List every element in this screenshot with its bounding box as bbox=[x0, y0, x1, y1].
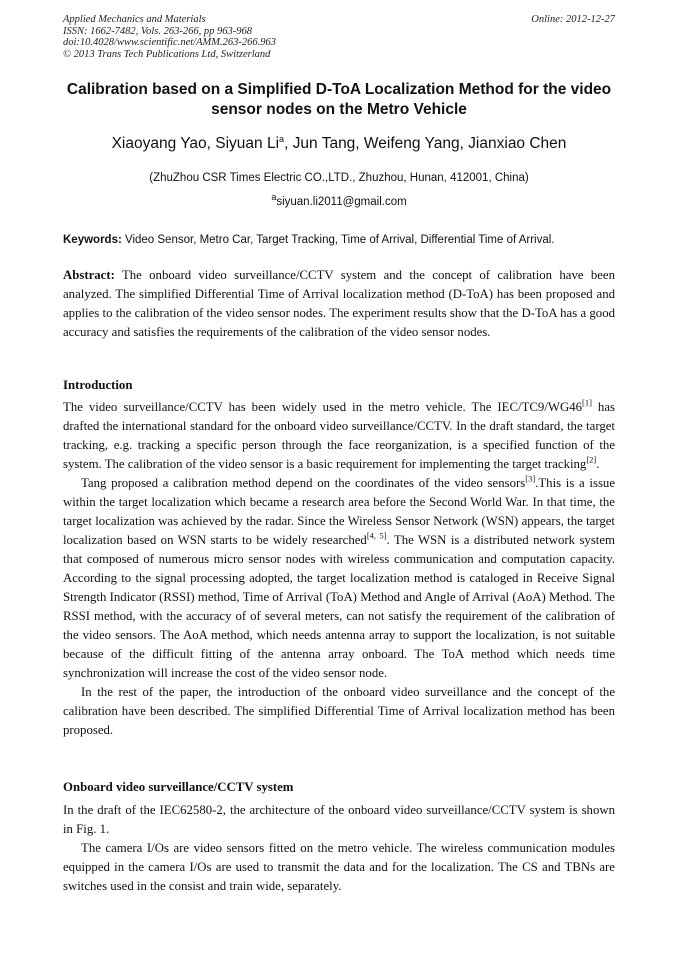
keywords-label: Keywords: bbox=[63, 234, 122, 246]
citation-ref: [1] bbox=[582, 397, 592, 408]
abstract-label: Abstract: bbox=[63, 268, 115, 282]
author-list bbox=[63, 134, 615, 154]
intro-p1-text-c: . bbox=[596, 457, 600, 471]
intro-p1-text-a: The video surveillance/CCTV has been widely used in the metro vehicle. The IEC/TC9/WG46 bbox=[63, 400, 582, 414]
paper-title: Calibration based on a Simplified D-ToA Localization Method for the video sensor nodes on the Metro Vehicle bbox=[66, 81, 612, 118]
onboard-paragraph-2: The camera I/Os are video sensors fitted on the metro vehicle. The wireless communication modules equipped in the camera I/Os are used to transmit the data and for the localization. The CS and TBNs are switches used in the consist and train wide, separately. bbox=[63, 841, 615, 893]
author-names-rest: , Jun Tang, Weifeng Yang, Jianxiao Chen bbox=[284, 135, 567, 152]
author-affil-marker: a bbox=[279, 133, 285, 144]
keywords-text: Video Sensor, Metro Car, Target Tracking, Time of Arrival, Differential Time of Arrival. bbox=[121, 234, 555, 246]
journal-name: Applied Mechanics and Materials bbox=[63, 14, 206, 25]
author-names-first: Xiaoyang Yao, Siyuan Li bbox=[111, 135, 280, 152]
onboard-body bbox=[63, 801, 615, 896]
abstract bbox=[63, 266, 615, 342]
journal-issn: ISSN: 1662-7482, Vols. 263-266, pp 963-968 bbox=[63, 25, 252, 37]
section-heading-onboard-cctv: Onboard video surveillance/CCTV system bbox=[63, 780, 294, 794]
journal-doi: doi:10.4028/www.scientific.net/AMM.263-266.963 bbox=[63, 37, 276, 48]
citation-ref: [4, 5] bbox=[366, 530, 387, 541]
introduction-body bbox=[63, 398, 615, 740]
journal-copyright: © 2013 Trans Tech Publications Ltd, Switzerland bbox=[63, 48, 271, 60]
online-date: Online: 2012-12-27 bbox=[531, 14, 615, 25]
email-affil-marker: a bbox=[271, 192, 277, 203]
email-address: siyuan.li2011@gmail.com bbox=[276, 196, 407, 208]
intro-p2-text-b: .This is a issue within the target localization which became a research area before the Second World War. In that time, the target localization was achieved by the radar. Since the Wireless Sensor Network (WSN) appears, the target localization based on WSN starts to be widely researched bbox=[63, 476, 616, 547]
author-email bbox=[63, 194, 615, 210]
abstract-text: The onboard video surveillance/CCTV system and the concept of calibration have been analyzed. The simplified Differential Time of Arrival localization method (D-ToA) has been proposed and applies to the calibration of the video sensor nodes. The experiment results show that the D-ToA has a good accuracy and satisfies the requirements of the calibration of the video sensor nodes. bbox=[63, 268, 615, 339]
onboard-paragraph-1: In the draft of the IEC62580-2, the architecture of the onboard video surveillance/CCTV system is shown in Fig. 1. bbox=[63, 803, 615, 836]
citation-ref: [2] bbox=[586, 454, 597, 465]
intro-paragraph-2 bbox=[63, 474, 615, 683]
citation-ref: [3] bbox=[525, 473, 536, 484]
intro-paragraph-1 bbox=[63, 398, 615, 474]
intro-paragraph-3: In the rest of the paper, the introduction of the onboard video surveillance and the concept of the calibration have been described. The simplified Differential Time of Arrival localization method has been proposed. bbox=[63, 685, 615, 737]
keywords bbox=[63, 232, 615, 248]
intro-p2-text-c: . The WSN is a distributed network system that composed of numerous micro sensor nodes with wireless communication and computation capacity. According to the signal processing adopted, the target localization method is cataloged in Receive Signal Strength Indicator (RSSI) method, Time of Arrival (ToA) Method and Angle of Arrival (AoA) Method. The RSSI method, with the accuracy of of several meters, can not satisfy the requirement of the calibration of the video sensors. The AoA method, which needs antenna array to support the localization, is not suitable because of the difficult fitting of the antenna array onboard. The ToA method which needs time synchronization will increase the cost of the video sensor node. bbox=[63, 533, 615, 680]
journal-header bbox=[63, 14, 615, 60]
affiliation: (ZhuZhou CSR Times Electric CO.,LTD., Zhuzhou, Hunan, 412001, China) bbox=[149, 172, 529, 184]
section-heading-introduction: Introduction bbox=[63, 378, 133, 392]
intro-p2-text-a: Tang proposed a calibration method depend on the coordinates of the video sensors bbox=[81, 476, 526, 490]
intro-p1-text-b: has drafted the international standard for the onboard video surveillance/CCTV. In the draft standard, the target tracking, e.g. tracking a specific person through the face reorganization, is a specified function of the system. The calibration of the video sensor is a basic requirement for implementing the target tracking bbox=[63, 400, 615, 471]
